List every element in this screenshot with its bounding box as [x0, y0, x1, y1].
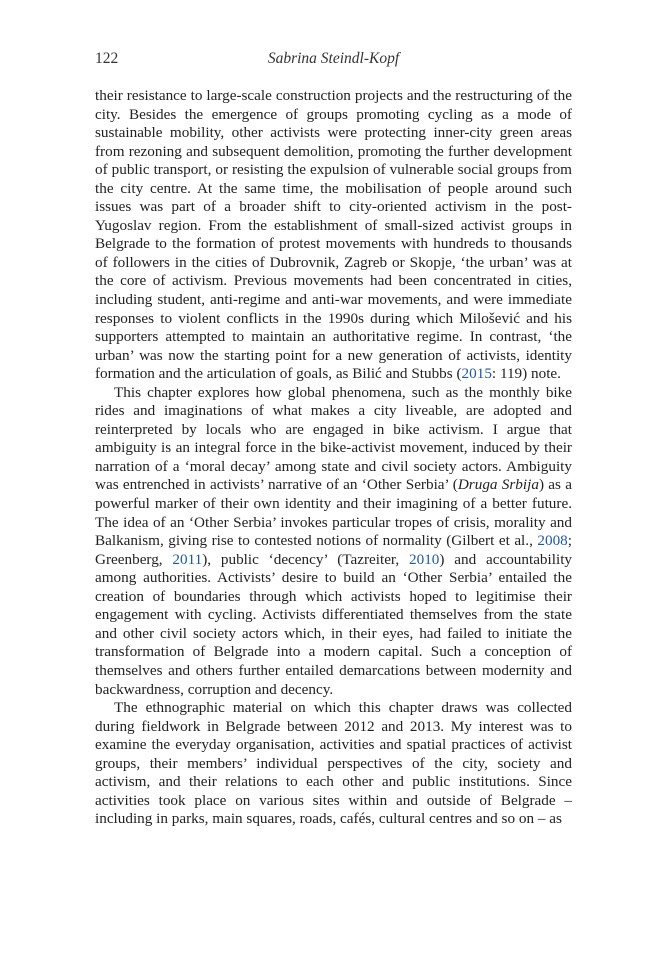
body-text [95, 87, 572, 829]
paragraph-2 [95, 384, 572, 699]
paragraph-text: : 119) note. [491, 365, 561, 383]
paragraph-text: The ethnographic material on which this chapter draws was collected during fieldwork in Belgrade between 2012 and 2013. My interest was to examine the everyday organisation, activities and spatial practices of activist groups, their members’ individual perspectives of the city, society and activism, and their relations to each other and public institutions. Since activities took place on various sites within and outside of Belgrade – including in parks, main squares, roads, cafés, cultural centres and so on – as [95, 699, 572, 828]
paragraph-text: ; Greenberg, [95, 532, 572, 568]
paragraph-1 [95, 87, 572, 384]
paragraph-text: This chapter explores how global phenomena, such as the monthly bike rides and imaginations of what makes a city liveable, are adopted and reinterpreted by locals who are engaged in bike activism. I argue that ambiguity is an integral force in the bike-activist movement, induced by their narration of a ‘moral decay’ among state and civil society actors. Ambiguity was entrenched in activists’ narrative of an ‘Other Serbia’ ( [95, 383, 572, 494]
citation-link[interactable]: 2015 [461, 365, 492, 383]
citation-link[interactable]: 2008 [537, 532, 568, 550]
paragraph-text: their resistance to large-scale construction projects and the restructuring of the city. Besides the emergence of groups promoting cycling as a mode of sustainable mobility, other activists were protecting inner-city green areas from rezoning and subsequent demolition, promoting the further development of public transport, or resisting the expulsion of vulnerable social groups from the city centre. At the same time, the mobilisation of people around such issues was part of a broader shift to city-oriented activism in the post-Yugoslav region. From the establishment of small-sized activist groups in Belgrade to the formation of protest movements with hundreds to thousands of followers in the cities of Dubrovnik, Zagreb or Skopje, ‘the urban’ was at the core of activism. Previous movements had been concentrated in cities, including student, anti-regime and anti-war movements, and were immediate responses to violent conflicts in the 1990s during which Milošević and his supporters attempted to maintain an authoritative regime. In contrast, ‘the urban’ was now the starting point for a new generation of activists, identity formation and the articulation of goals, as Bilić and Stubbs ( [95, 87, 572, 383]
citation-link[interactable]: 2011 [172, 550, 203, 568]
paragraph-text: ) and accountability among authorities. Activists’ desire to build an ‘Other Serbia’ entailed the creation of boundaries through which activists hoped to legitimise their engagement with cycling. Activists differentiated themselves from the state and other civil society actors which, in their eyes, had failed to initiate the transformation of Belgrade into a modern capital. Such a conception of themselves and others further entailed demarcations between modernity and backwardness, corruption and decency. [95, 550, 573, 698]
running-head-author: Sabrina Steindl-Kopf [267, 50, 400, 67]
paragraph-text: ), public ‘decency’ (Tazreiter, [202, 550, 409, 568]
paragraph-3 [95, 699, 572, 829]
page-number: 122 [95, 50, 119, 67]
paragraph-text: ) as a powerful marker of their own identity and their imagining of a better future. The idea of an ‘Other Serbia’ invokes particular tropes of crisis, morality and Balkanism, giving rise to contested notions of normality (Gilbert et al., [95, 476, 572, 550]
italic-term: Druga Srbija [457, 476, 539, 494]
citation-link[interactable]: 2010 [409, 550, 440, 568]
